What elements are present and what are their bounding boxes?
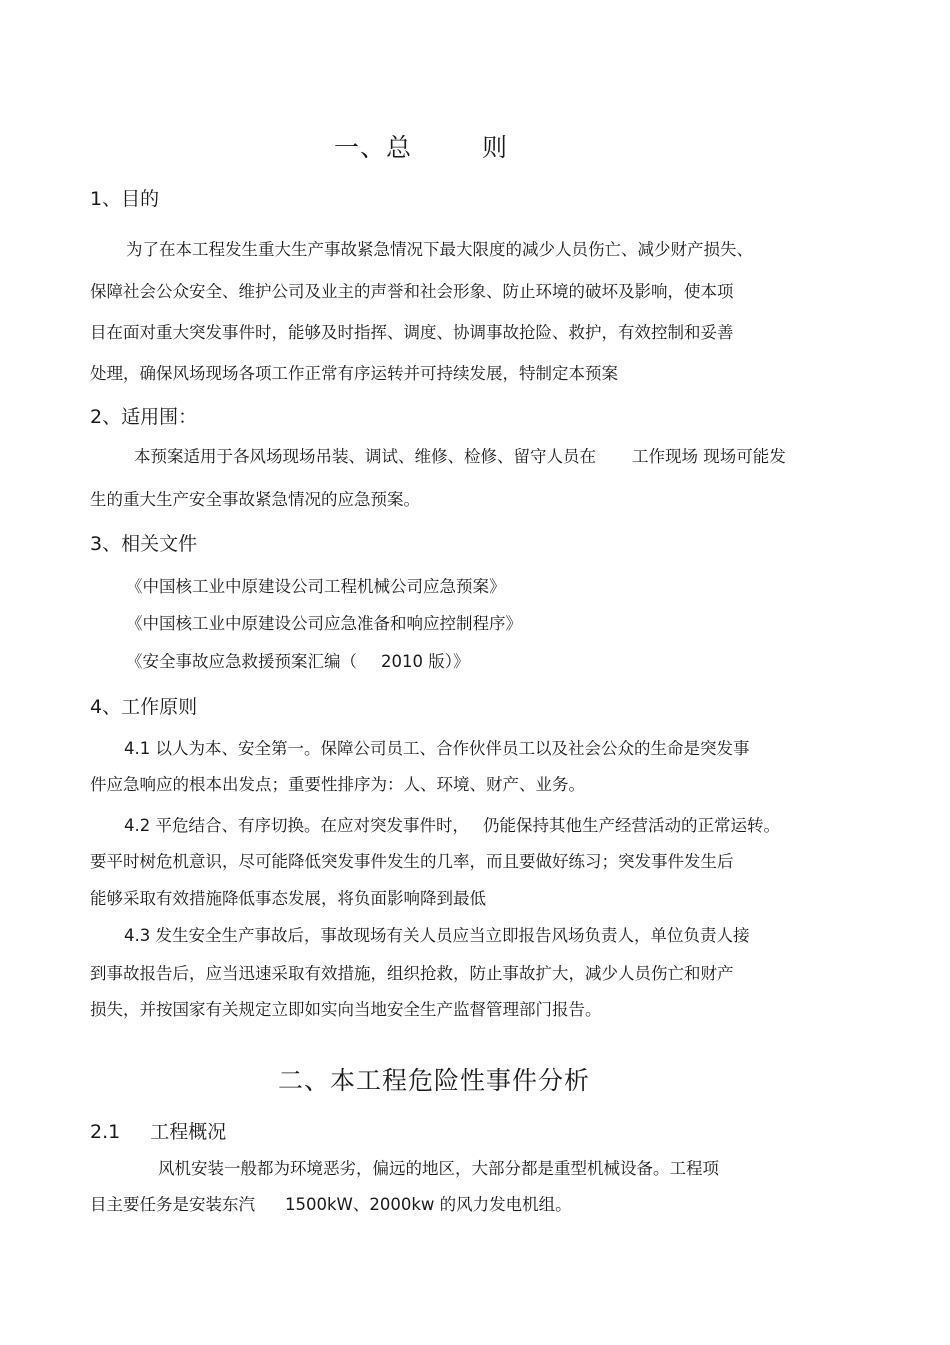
heading-project-overview-number: 2.1 [90,1121,121,1143]
heading-working-principles: 4、工作原则 [90,696,198,718]
scope-line-2: 生的重大生产安全事故紧急情况的应急预案。 [90,490,420,509]
principle-4-2-line-1-part-a: 4.2 平危结合、有序切换。在应对突发事件时， [124,816,469,835]
scope-line-1 [134,443,786,467]
scope-line-1-part-a: 本预案适用于各风场现场吊装、调试、维修、检修、留守人员在 [134,447,596,466]
heading-related-documents: 3、相关文件 [90,533,198,555]
scope-line-1-part-b: 工作现场 现场可能发 [632,447,786,466]
related-document-2: 《中国核工业中原建设公司应急准备和响应控制程序》 [126,614,522,633]
overview-line-1: 风机安装一般都为环境恶劣，偏远的地区，大部分都是重型机械设备。工程项 [158,1159,719,1178]
principle-4-2-line-2: 要平时树危机意识，尽可能降低突发事件发生的几率，而且要做好练习；突发事件发生后 [90,852,734,871]
overview-line-2 [90,1191,572,1215]
principle-4-2-line-3: 能够采取有效措施降低事态发展，将负面影响降到最低 [90,889,486,908]
principle-4-3-line-3: 损失，并按国家有关规定立即如实向当地安全生产监督管理部门报告。 [90,1000,602,1019]
purpose-line-4: 处理，确保风场现场各项工作正常有序运转并可持续发展，特制定本预案 [90,364,618,383]
principle-4-2-line-1 [124,812,780,836]
related-document-1: 《中国核工业中原建设公司工程机械公司应急预案》 [126,577,506,596]
related-document-3 [126,648,470,672]
principle-4-3-line-2: 到事故报告后，应当迅速采取有效措施，组织抢救，防止事故扩大，减少人员伤亡和财产 [90,964,734,983]
principle-4-2-line-1-part-b: 仍能保持其他生产经营活动的正常运转。 [483,816,780,835]
section-2-title: 二、本工程危险性事件分析 [278,1066,591,1095]
heading-project-overview-label: 工程概况 [150,1121,227,1143]
heading-project-overview [90,1117,226,1144]
overview-line-2-part-b: 1500kW、2000kw 的风力发电机组。 [285,1195,572,1214]
section-1-title-part-b: 则 [482,133,509,162]
heading-purpose: 1、目的 [90,188,160,210]
purpose-line-2: 保障社会公众安全、维护公司及业主的声誉和社会形象、防止环境的破坏及影响，使本项 [90,282,734,301]
purpose-line-1: 为了在本工程发生重大生产事故紧急情况下最大限度的减少人员伤亡、减少财产损失、 [126,240,753,259]
principle-4-1-line-1: 4.1 以人为本、安全第一。保障公司员工、合作伙伴员工以及社会公众的生命是突发事 [124,739,750,758]
related-document-3-part-a: 《安全事故应急救援预案汇编（ [126,652,357,671]
purpose-line-3: 目在面对重大突发事件时，能够及时指挥、调度、协调事故抢险、救护，有效控制和妥善 [90,323,734,342]
principle-4-1-line-2: 件应急响应的根本出发点；重要性排序为：人、环境、财产、业务。 [90,775,585,794]
section-1-title [334,128,508,164]
principle-4-3-line-1: 4.3 发生安全生产事故后，事故现场有关人员应当立即报告风场负责人，单位负责人接 [124,926,750,945]
related-document-3-part-b: 2010 版）》 [381,652,470,671]
section-1-title-part-a: 一、总 [334,133,413,162]
heading-scope: 2、适用围： [90,406,198,428]
overview-line-2-part-a: 目主要任务是安装东汽 [90,1195,255,1214]
